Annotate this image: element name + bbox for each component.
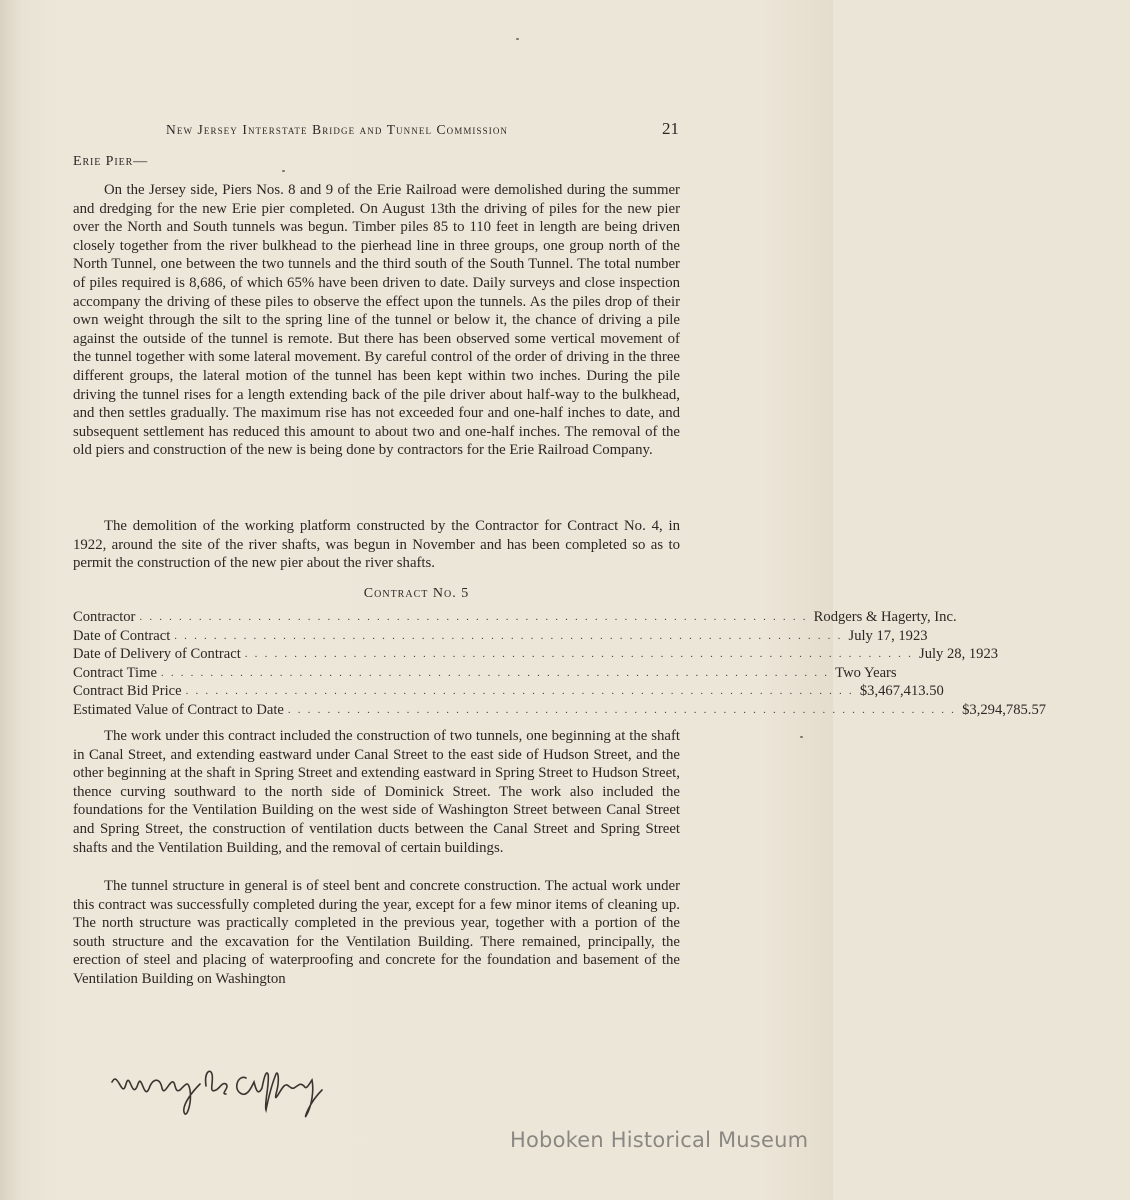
leader-dots: . . . . . . . . . . . . . . . . . . . . . . . . . . . . . . . . . . . . . . . . . . . . . . . . . . . . . . . . . . . . . . . . . . . . [287, 703, 957, 716]
row-value: Rodgers & Hagerty, Inc. [813, 609, 957, 625]
row-label: Contract Bid Price [73, 683, 182, 700]
table-row [73, 627, 928, 646]
row-value: Two Years [835, 664, 897, 681]
leader-dots: . . . . . . . . . . . . . . . . . . . . . . . . . . . . . . . . . . . . . . . . . . . . . . . . . . . . . . . . . . . . . . . . . . . . [185, 685, 854, 698]
table-row [73, 664, 897, 683]
paper-speck [516, 38, 519, 40]
leader-dots: . . . . . . . . . . . . . . . . . . . . . . . . . . . . . . . . . . . . . . . . . . . . . . . . . . . . . . . . . . . . . . . . . . . . [160, 666, 830, 679]
paragraph-erie-pier: On the Jersey side, Piers Nos. 8 and 9 of the Erie Railroad were demolished during the summer and dredging for the new Erie pier completed. On August 13th the driving of piles for the new pier over the North and South tunnels was begun. Timber piles 85 to 110 feet in length are being driven closely together from the river bulkhead to the pierhead line in three groups, one group north of the North Tunnel, one between the two tunnels and the third south of the South Tunnel. The total number of piles required is 8,686, of which 65% have been driven to date. Daily surveys and close inspection accompany the driving of these piles to observe the effect upon the tunnels. As the piles drop of their own weight through the silt to the spring line of the tunnel or below it, the chance of driving a pile against the outside of the tunnel is remote. But there has been observed some vertical movement of the tunnel together with some lateral movement. By careful control of the order of driving in the three different groups, the lateral motion of the tunnel has been kept within two inches. During the pile driving the tunnel rises for a length extending back of the pile driver about half-way to the bulkhead, and then settles gradually. The maximum rise has not exceeded four and one-half inches to date, and subsequent settlement has reduced this amount to about two and one-half inches. The removal of the old piers and construction of the new is being done by contractors for the Erie Railroad Company. [73, 182, 680, 459]
contract-title: Contract No. 5 [363, 586, 470, 601]
row-label: Date of Contract [73, 627, 171, 644]
table-row [73, 645, 999, 664]
leader-dots: . . . . . . . . . . . . . . . . . . . . . . . . . . . . . . . . . . . . . . . . . . . . . . . . . . . . . . . . . . . . . . . . . . . . [244, 648, 914, 661]
row-label: Estimated Value of Contract to Date [73, 701, 284, 718]
row-value: $3,467,413.50 [859, 683, 944, 700]
paper-speck [282, 170, 285, 172]
row-value: $3,294,785.57 [962, 701, 1047, 718]
paragraph-demolition: The demolition of the working platform constructed by the Contractor for Contract No. 4, in 1922, around the site of the river shafts, was begun in November and has been completed so as to permit the construction of the new pier about the river shafts. [73, 518, 680, 572]
leader-dots: . . . . . . . . . . . . . . . . . . . . . . . . . . . . . . . . . . . . . . . . . . . . . . . . . . . . . . . . . . . . . . . . . . . . [139, 611, 808, 623]
row-label: Date of Delivery of Contract [73, 646, 241, 663]
section-heading: Erie Pier— [73, 154, 149, 169]
row-value: July 17, 1923 [848, 627, 928, 644]
watermark-text: Hoboken Historical Museum [510, 1128, 809, 1152]
page-number: 21 [662, 119, 679, 138]
table-row [73, 608, 957, 627]
paragraph-contract-scope: The work under this contract included the construction of two tunnels, one beginning at the shaft in Canal Street, and extending eastward under Canal Street to the east side of Hudson Street, and the other beginning at the shaft in Spring Street and extending eastward in Spring Street to Hudson Street, thence curving southward to the north side of Dominick Street. The work also included the foundations for the Ventilation Building on the west side of Washington Street between Canal Street and Spring Street, the construction of ventilation ducts between the Canal Street and Spring Street shafts and the Ventilation Building, and the removal of certain buildings. [73, 728, 680, 856]
table-row [73, 701, 1047, 720]
running-title: New Jersey Interstate Bridge and Tunnel Commission [166, 122, 509, 137]
contract-details-table [73, 608, 1047, 720]
paragraph-tunnel-structure: The tunnel structure in general is of steel bent and concrete construction. The actual work under this contract was successfully completed during the year, except for a few minor items of cleaning up. The north structure was practically completed in the previous year, together with a portion of the south structure and the excavation for the Ventilation Building. There remained, principally, the erection of steel and placing of waterproofing and concrete for the foundation and basement of the Ventilation Building on Washington [73, 878, 680, 987]
table-row [73, 682, 944, 701]
paper-speck [800, 736, 803, 738]
row-label: Contractor [73, 609, 136, 625]
leader-dots: . . . . . . . . . . . . . . . . . . . . . . . . . . . . . . . . . . . . . . . . . . . . . . . . . . . . . . . . . . . . . . . . . . . . [174, 629, 843, 642]
running-header [0, 118, 833, 144]
row-value: July 28, 1923 [919, 646, 999, 663]
handwritten-signature [108, 1060, 328, 1124]
row-label: Contract Time [73, 664, 157, 681]
